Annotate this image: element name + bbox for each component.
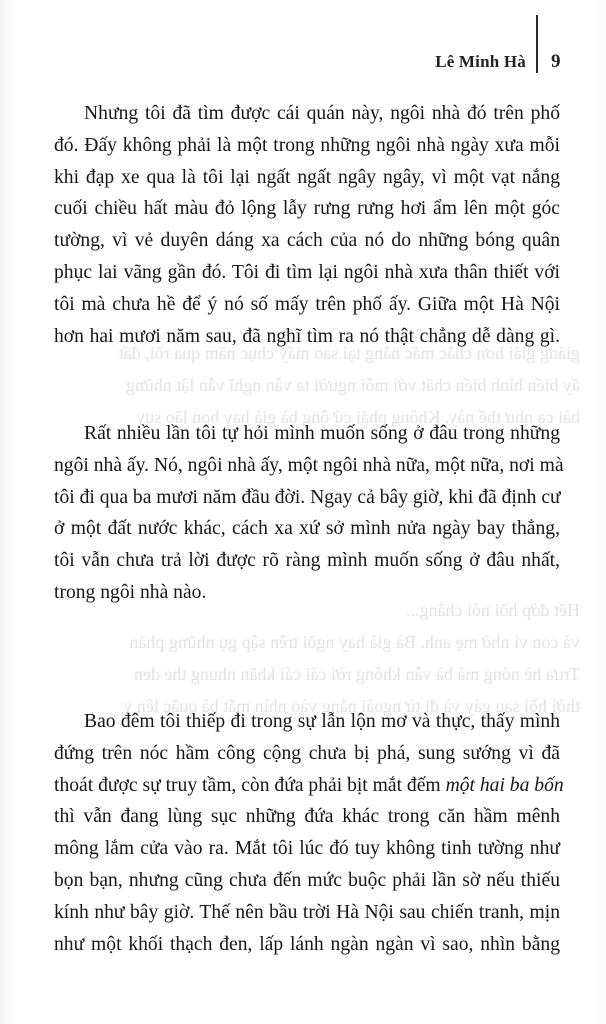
bleed-through-text: và con vì nhớ mẹ anh. Bà già hay ngồi trên sập gụ những phản [129, 632, 580, 652]
text-line: tường, vì vẻ duyên dáng xa cách của nó do những bóng quân [54, 230, 560, 252]
text-line: Rất nhiều lần tôi tự hỏi mình muốn sống ở đâu trong những [84, 423, 560, 444]
text-line: đứng trên nóc hầm công cộng chưa bị phá, sung sướng vì đã [54, 742, 560, 764]
running-head-author: Lê Minh Hà [435, 52, 526, 71]
text-line: ngôi nhà ấy. Nó, ngôi nhà ấy, một ngôi nhà nữa, một nữa, nơi mà [54, 454, 564, 476]
text-line: trong ngôi nhà nào. [54, 581, 207, 603]
text-line-with-italic [54, 770, 564, 802]
paragraph-1 [54, 98, 560, 352]
text-line: phục lai vãng gần đó. Tôi đi tìm lại ngôi nhà xưa thân thiết với [54, 261, 560, 283]
text-line: hơn hai mươi năm sau, đã nghĩ tìm ra nó thật chẳng dễ dàng gì. [54, 325, 560, 347]
text-line: Nhưng tôi đã tìm được cái quán này, ngôi nhà đó trên phố [84, 103, 560, 124]
text-line: tôi đi qua ba mươi năm đầu đời. Ngay cả bây giờ, khi đã định cư [54, 486, 561, 508]
bleed-through-text: ấy biến hình biến chất với mỗi người ta vẫn nghĩ vẫn lật những [126, 375, 580, 395]
bleed-through-text: bài ca như thế này. Không phải cứ ông bà già hay bọn lão suy [136, 407, 580, 427]
italic-phrase: một hai ba bốn [445, 774, 564, 796]
paragraph-2 [54, 418, 564, 609]
running-head-divider [536, 15, 538, 73]
text-line: kính như bây giờ. Thế nên bầu trời Hà Nội sau chiến tranh, mịn [54, 901, 560, 923]
running-head [0, 48, 606, 78]
bleed-through-text: giảng giải hơn chắc mấc nắng tại sao mấy chục năm qua rồi, đất [118, 343, 580, 363]
text-run: thoát được sự truy tầm, còn đứa phải bịt mắt đếm [54, 774, 446, 796]
text-line: đó. Đấy không phải là một trong những ngôi nhà ngày xưa mỗi [54, 134, 560, 156]
paragraph-3 [54, 706, 564, 960]
text-line: thì vẫn đang lùng sục những đứa khác trong căn hầm mênh [54, 806, 560, 828]
text-line: bọn bạn, nhưng cũng chưa đến mức buộc phải lần sờ nếu thiếu [54, 869, 560, 891]
page-number: 9 [551, 51, 561, 72]
text-line: như một khối thạch đen, lấp lánh ngàn ngàn vì sao, nhìn bằng [54, 933, 560, 955]
text-line: tôi mà chưa hề để ý nó số mấy trên phố ấy. Giữa một Hà Nội [54, 293, 560, 315]
text-line: ở một đất nước khác, cách xa xứ sở mình nửa ngày bay thẳng, [54, 518, 560, 540]
text-line: khi đạp xe qua là tôi lại ngất ngất ngây ngây, vì một vạt nắng [54, 166, 560, 188]
text-line: tôi vẫn chưa trả lời được rõ ràng mình muốn sống ở đâu nhất, [54, 550, 560, 572]
text-line: mông lắm cửa vào ra. Mắt tôi lúc đó tuy không tinh tường như [54, 838, 560, 860]
text-line: cuối chiều hất màu đỏ lộng lẫy rưng rưng hơi ẩm lên một góc [54, 198, 560, 220]
text-line: Bao đêm tôi thiếp đi trong sự lẫn lộn mơ và thực, thấy mình [84, 711, 560, 732]
bleed-through-text: Hết đớp hồi nói chẳng... [406, 600, 580, 620]
bleed-through-text: Trưa hè nóng mà bà vẫn không rời cái cái khăn nhung the đen [133, 664, 580, 684]
bleed-through-text: thời hồi sau gáy và đi từ ngoài nắng vào nhìn mắt bà quắc lên y [123, 696, 580, 716]
